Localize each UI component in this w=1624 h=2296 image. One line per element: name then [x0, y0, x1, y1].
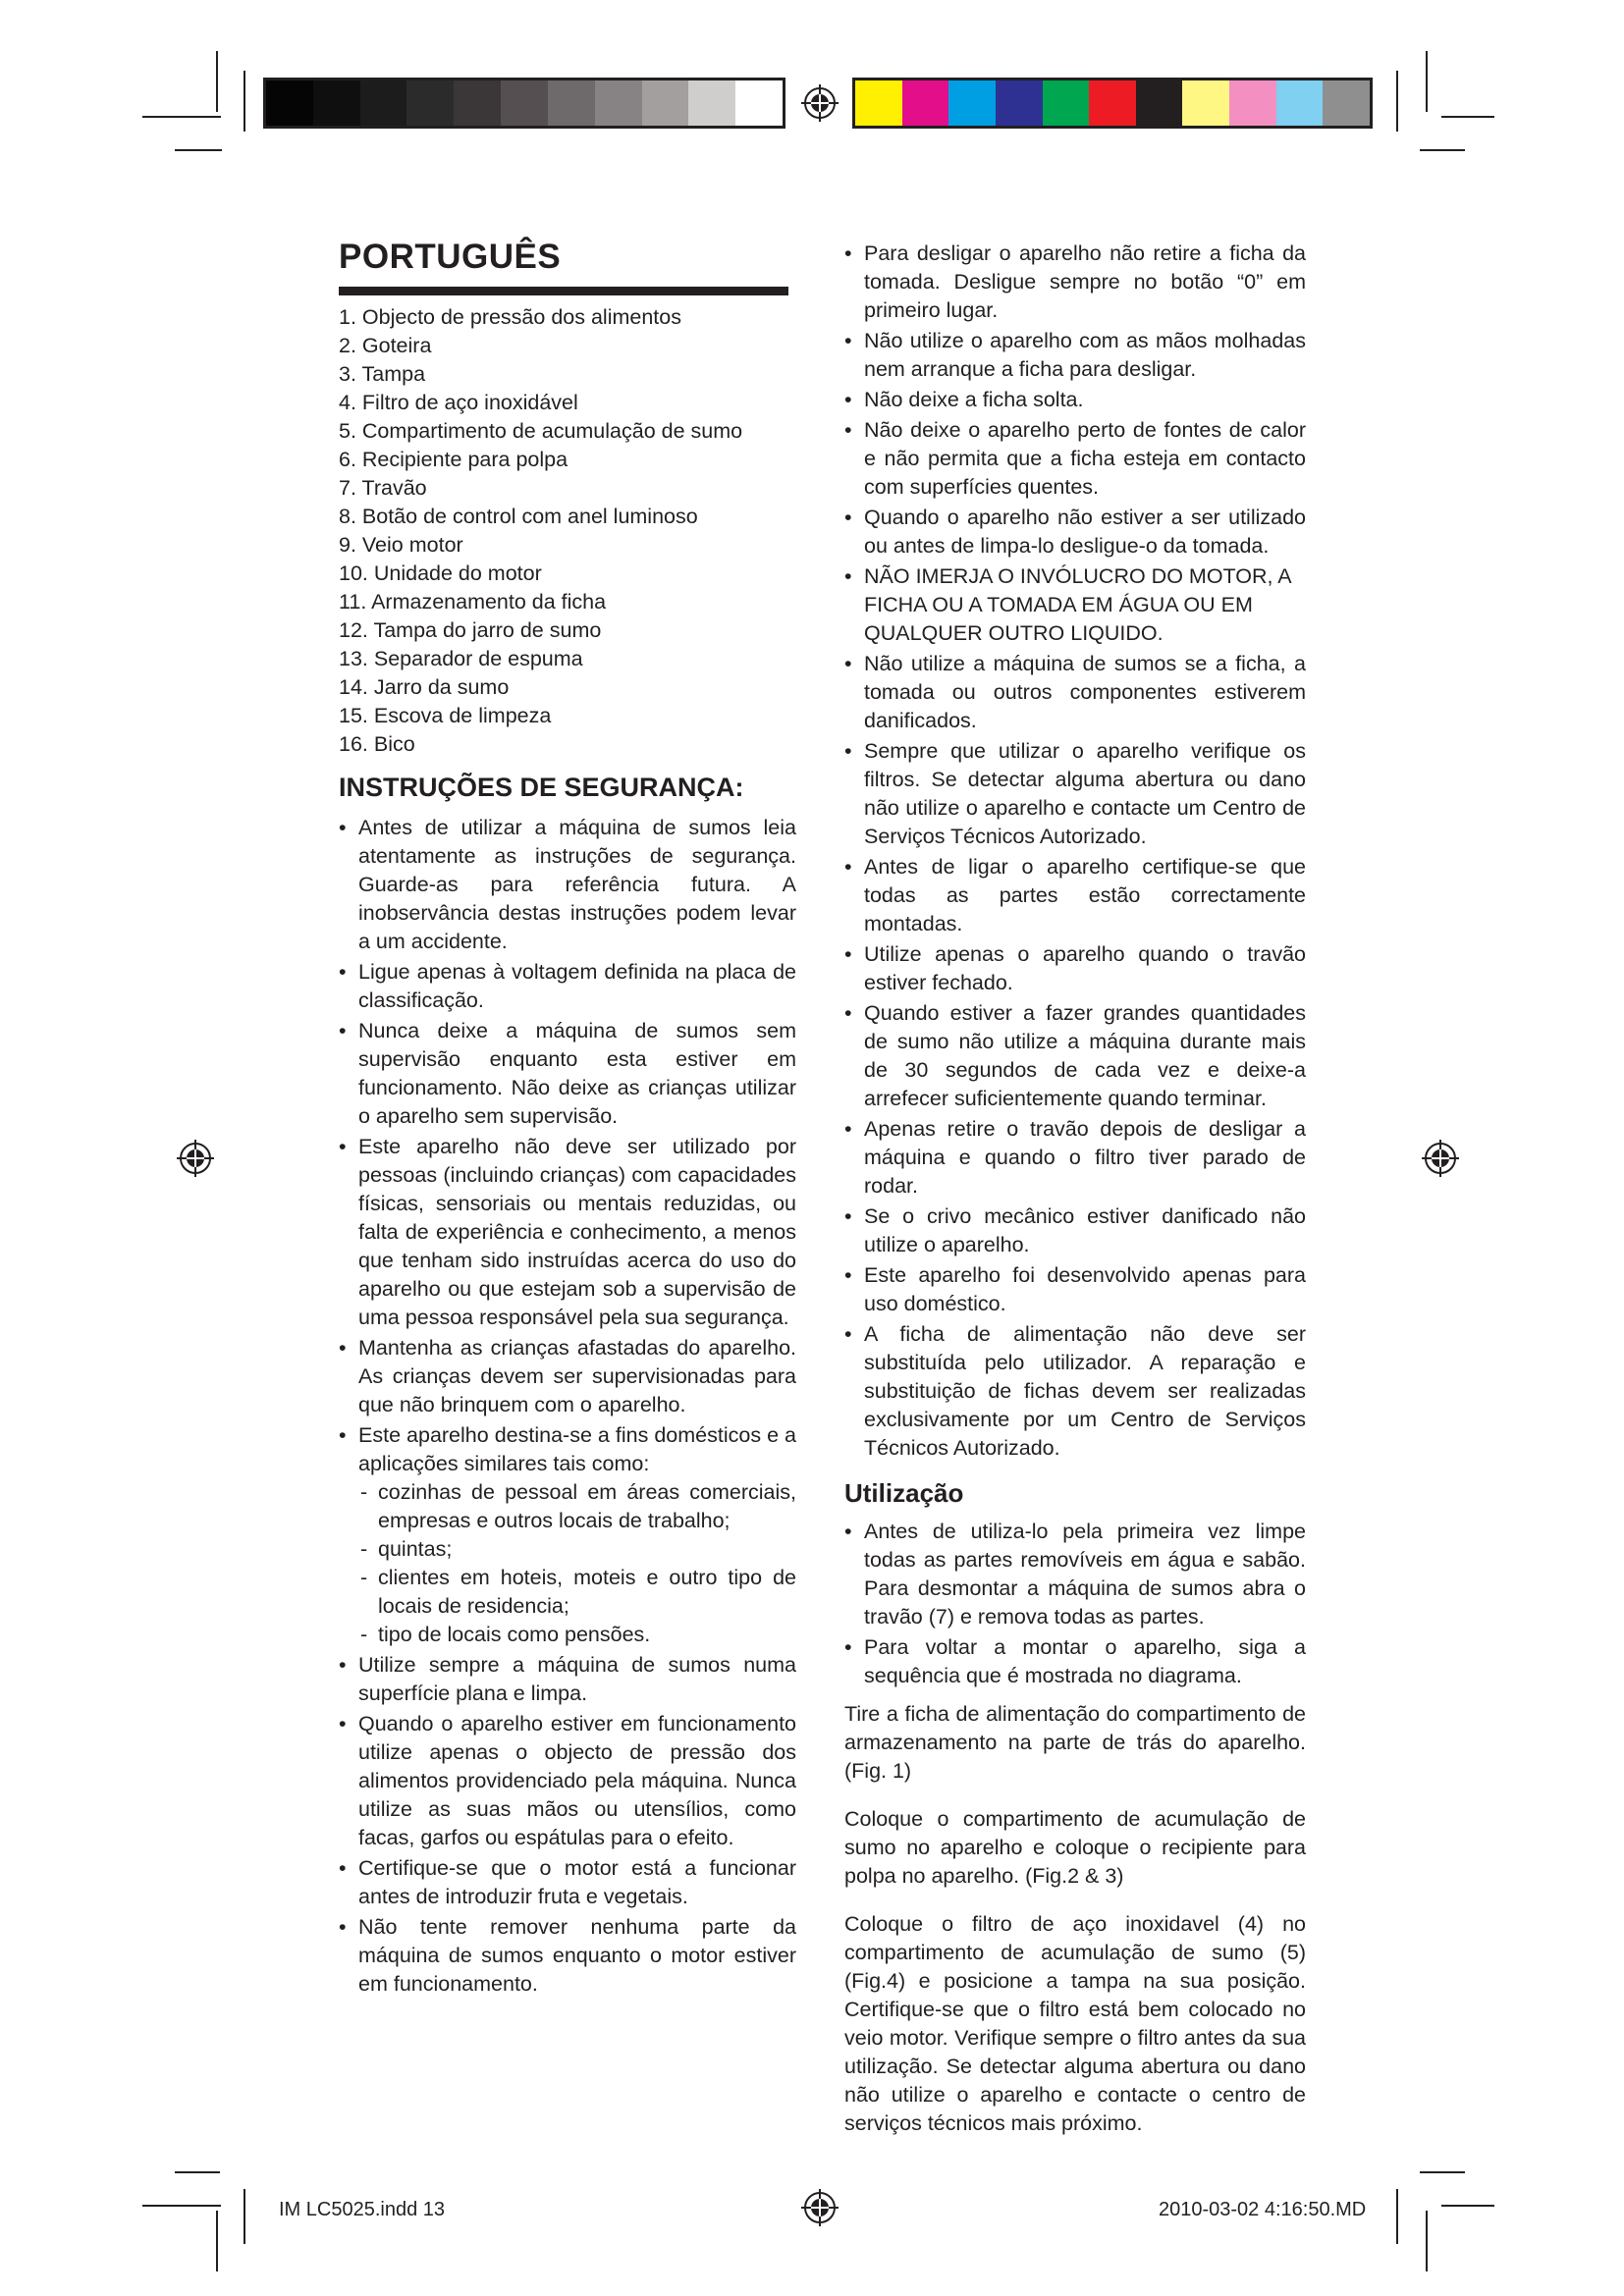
list-item: 12. Tampa do jarro de sumo	[339, 618, 602, 642]
list-item: 5. Compartimento de acumulação de sumo	[339, 419, 743, 443]
list-item: 9. Veio motor	[339, 533, 463, 557]
list-item: 2. Goteira	[339, 334, 432, 357]
color-swatch	[454, 80, 501, 126]
list-item: • Este aparelho não deve ser utilizado por pessoas (incluindo crianças) com capacidades físicas, sensoriais ou mentais reduzidas, ou falta de experiência e conhecimento, a menos que tenham sido instruídas acerca do uso do aparelho ou que estejam sob a supervisão de uma pessoa responsável pela sua segurança.	[339, 1133, 796, 1332]
color-swatch	[501, 80, 548, 126]
color-swatch	[548, 80, 595, 126]
safety-list-continued	[844, 240, 1306, 1463]
title-rule	[339, 287, 788, 295]
color-swatch	[406, 80, 454, 126]
list-item	[339, 1421, 796, 1649]
list-item: 4. Filtro de aço inoxidável	[339, 391, 578, 414]
color-swatch	[688, 80, 735, 126]
crop-mark	[175, 149, 222, 151]
crop-mark	[1426, 2211, 1428, 2271]
footer-timestamp: 2010-03-02 4:16:50.MD	[1159, 2199, 1367, 2220]
crop-mark	[142, 116, 221, 118]
crop-mark	[1396, 2189, 1398, 2244]
list-item: • Para voltar a montar o aparelho, siga a sequência que é mostrada no diagrama.	[844, 1633, 1306, 1690]
list-item: 3. Tampa	[339, 362, 426, 386]
color-swatch	[1182, 80, 1229, 126]
crop-mark	[1420, 149, 1465, 151]
list-item: • Quando o aparelho não estiver a ser utilizado ou antes de limpa-lo desligue-o da tomada.	[844, 504, 1306, 561]
crop-mark	[244, 71, 245, 132]
list-item: - tipo de locais como pensões.	[358, 1621, 796, 1649]
list-item: - quintas;	[358, 1535, 796, 1564]
color-swatch	[855, 80, 902, 126]
list-item: • Não deixe a ficha solta.	[844, 386, 1306, 414]
grayscale-color-bar	[263, 78, 785, 129]
list-item: • Não deixe o aparelho perto de fontes de calor e não permita que a ficha esteja em contacto com superfícies quentes.	[844, 416, 1306, 502]
color-swatch	[1089, 80, 1136, 126]
list-item: • Quando o aparelho estiver em funcionamento utilize apenas o objecto de pressão dos alimentos providenciado pela máquina. Nunca utilize as suas mãos ou utensílios, como facas, garfos ou espátulas para o efeito.	[339, 1710, 796, 1852]
list-item: 16. Bico	[339, 732, 415, 756]
color-swatch	[996, 80, 1043, 126]
list-item: 11. Armazenamento da ficha	[339, 590, 607, 614]
uses-list	[358, 1478, 796, 1649]
list-item: - cozinhas de pessoal em áreas comerciais, empresas e outros locais de trabalho;	[358, 1478, 796, 1535]
crop-mark	[244, 2189, 245, 2244]
crop-mark	[1441, 2205, 1494, 2207]
page-title: PORTUGUÊS	[339, 238, 562, 276]
right-column	[844, 240, 1306, 2158]
list-item: • Não utilize o aparelho com as mãos molhadas nem arranque a ficha para desligar.	[844, 327, 1306, 384]
color-swatch	[360, 80, 407, 126]
crop-mark	[216, 51, 218, 112]
color-swatch	[948, 80, 996, 126]
list-item: • A ficha de alimentação não deve ser substituída pelo utilizador. A reparação e substituição de fichas devem ser realizadas exclusivamente por um Centro de Serviços Técnicos Autorizado.	[844, 1320, 1306, 1463]
crop-mark	[142, 2205, 221, 2207]
list-item: 6. Recipiente para polpa	[339, 448, 568, 471]
list-item: • NÃO IMERJA O INVÓLUCRO DO MOTOR, A FICHA OU A TOMADA EM ÁGUA OU EM QUALQUER OUTRO LIQUIDO.	[844, 562, 1306, 648]
list-item: 13. Separador de espuma	[339, 647, 583, 670]
crop-mark	[175, 2171, 220, 2173]
list-item: • Não tente remover nenhuma parte da máquina de sumos enquanto o motor estiver em funcionamento.	[339, 1913, 796, 1999]
usage-paragraph: Coloque o filtro de aço inoxidavel (4) no compartimento de acumulação de sumo (5) (Fig.4) e posicione a tampa na sua posição. Certifique-se que o filtro está bem colocado no veio motor. Verifique sempre o filtro antes da sua utilização. Se detectar alguma abertura ou dano não utilize o aparelho e contacte o centro de serviços técnicos mais próximo.	[844, 1912, 1306, 2135]
color-swatch	[595, 80, 642, 126]
usage-heading: Utilização	[844, 1478, 964, 1508]
list-item: 7. Travão	[339, 476, 427, 500]
list-item: • Mantenha as crianças afastadas do aparelho. As crianças devem ser supervisionadas para que não brinquem com o aparelho.	[339, 1334, 796, 1419]
list-item: 8. Botão de control com anel luminoso	[339, 505, 698, 528]
list-item: • Nunca deixe a máquina de sumos sem supervisão enquanto esta estiver em funcionamento. Não deixe as crianças utilizar o aparelho sem supervisão.	[339, 1017, 796, 1131]
list-item: • Utilize apenas o aparelho quando o travão estiver fechado.	[844, 940, 1306, 997]
registration-mark-icon	[801, 2189, 839, 2226]
safety-heading: INSTRUÇÕES DE SEGURANÇA:	[339, 773, 744, 802]
list-item: • Ligue apenas à voltagem definida na placa de classificação.	[339, 958, 796, 1015]
list-item: • Sempre que utilizar o aparelho verifique os filtros. Se detectar alguma abertura ou dano não utilize o aparelho e contacte um Centro de Serviços Técnicos Autorizado.	[844, 737, 1306, 851]
list-item: • Antes de utiliza-lo pela primeira vez limpe todas as partes removíveis em água e sabão. Para desmontar a máquina de sumos abra o travão (7) e remova todas as partes.	[844, 1518, 1306, 1631]
usage-list	[844, 1518, 1306, 1690]
color-swatch	[266, 80, 313, 126]
list-item: • Apenas retire o travão depois de desligar a máquina e quando o filtro tiver parado de rodar.	[844, 1115, 1306, 1201]
registration-mark-icon	[1422, 1140, 1459, 1177]
list-item: • Não utilize a máquina de sumos se a ficha, a tomada ou outros componentes estiverem danificados.	[844, 650, 1306, 735]
crop-mark	[1426, 51, 1428, 112]
list-item: 14. Jarro da sumo	[339, 675, 510, 699]
usage-paragraph: Coloque o compartimento de acumulação de sumo no aparelho e coloque o recipiente para polpa no aparelho. (Fig.2 & 3)	[844, 1807, 1306, 1888]
color-swatch	[902, 80, 949, 126]
color-swatch	[735, 80, 783, 126]
crop-mark	[216, 2211, 218, 2271]
safety-list	[339, 814, 796, 1999]
list-item-text: Este aparelho destina-se a fins domésticos e a aplicações similares tais como:	[358, 1423, 796, 1475]
crop-mark	[1396, 71, 1398, 132]
parts-list	[339, 303, 796, 759]
left-column	[339, 236, 796, 2001]
list-item: • Para desligar o aparelho não retire a ficha da tomada. Desligue sempre no botão “0” em primeiro lugar.	[844, 240, 1306, 325]
list-item: • Antes de utilizar a máquina de sumos leia atentamente as instruções de segurança. Guarde-as para referência futura. A inobservância destas instruções podem levar a um accidente.	[339, 814, 796, 956]
list-item: • Este aparelho foi desenvolvido apenas para uso doméstico.	[844, 1261, 1306, 1318]
color-swatch	[1323, 80, 1370, 126]
list-item: 1. Objecto de pressão dos alimentos	[339, 305, 681, 329]
list-item: • Utilize sempre a máquina de sumos numa superfície plana e limpa.	[339, 1651, 796, 1708]
registration-mark-icon	[801, 84, 839, 122]
list-item: • Antes de ligar o aparelho certifique-se que todas as partes estão correctamente montadas.	[844, 853, 1306, 938]
list-item: • Certifique-se que o motor está a funcionar antes de introduzir fruta e vegetais.	[339, 1854, 796, 1911]
footer-filename: IM LC5025.indd 13	[279, 2199, 446, 2220]
color-swatch	[313, 80, 360, 126]
list-item: 15. Escova de limpeza	[339, 704, 552, 727]
list-item: - clientes em hoteis, moteis e outro tipo de locais de residencia;	[358, 1564, 796, 1621]
color-swatch	[1043, 80, 1090, 126]
crop-mark	[1420, 2171, 1465, 2173]
registration-mark-icon	[177, 1140, 214, 1177]
color-swatch	[1276, 80, 1324, 126]
color-swatch	[642, 80, 689, 126]
usage-paragraph: Tire a ficha de alimentação do compartimento de armazenamento na parte de trás do aparelho. (Fig. 1)	[844, 1702, 1306, 1783]
crop-mark	[1441, 116, 1494, 118]
color-swatch	[1136, 80, 1183, 126]
list-item: • Quando estiver a fazer grandes quantidades de sumo não utilize a máquina durante mais de 30 segundos de cada vez e deixe-a arrefecer suficientemente quando terminar.	[844, 999, 1306, 1113]
process-color-bar	[852, 78, 1373, 129]
color-swatch	[1229, 80, 1276, 126]
list-item: • Se o crivo mecânico estiver danificado não utilize o aparelho.	[844, 1202, 1306, 1259]
list-item: 10. Unidade do motor	[339, 561, 542, 585]
